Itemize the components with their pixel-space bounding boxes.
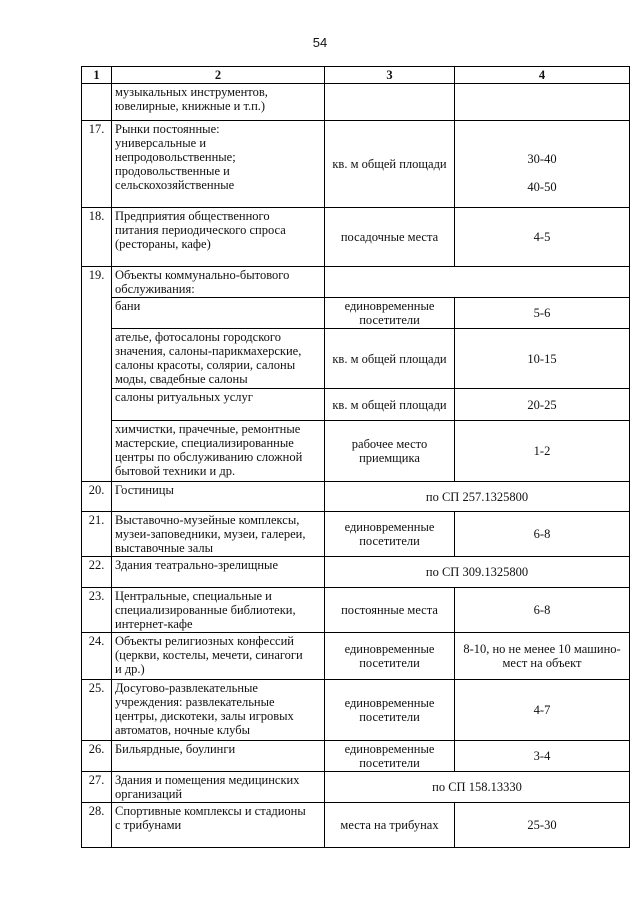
object-name: ателье, фотосалоны городского значения, салоны-парикмахерские, салоны красоты, солярии, салоны моды, свадебные салоны bbox=[112, 329, 325, 389]
row-number: 25. bbox=[82, 680, 112, 741]
row-number: 21. bbox=[82, 512, 112, 557]
header-row bbox=[82, 67, 630, 84]
unit-cell: единовременные посетители bbox=[325, 298, 455, 329]
object-name: Здания и помещения медицинских организаций bbox=[112, 772, 325, 803]
reference-cell: по СП 257.1325800 bbox=[325, 482, 630, 512]
object-name: Здания театрально-зрелищные bbox=[112, 557, 325, 588]
reference-cell: по СП 158.13330 bbox=[325, 772, 630, 803]
row-number: 18. bbox=[82, 208, 112, 267]
table-row bbox=[82, 121, 630, 208]
value-cell: 6-8 bbox=[455, 588, 630, 633]
object-name: Предприятия общественного питания периодического спроса (рестораны, кафе) bbox=[112, 208, 325, 267]
header-col-2: 2 bbox=[112, 67, 325, 84]
unit-cell: единовременные посетители bbox=[325, 512, 455, 557]
reference-cell: по СП 309.1325800 bbox=[325, 557, 630, 588]
table-row bbox=[82, 557, 630, 588]
object-name: Объекты религиозных конфессий (церкви, костелы, мечети, синагоги и др.) bbox=[112, 633, 325, 680]
value-cell: 20-25 bbox=[455, 389, 630, 421]
value-cell: 4-5 bbox=[455, 208, 630, 267]
unit-cell: единовременные посетители bbox=[325, 633, 455, 680]
unit-cell: посадочные места bbox=[325, 208, 455, 267]
row-number: 22. bbox=[82, 557, 112, 588]
value-cell: 6-8 bbox=[455, 512, 630, 557]
row-number bbox=[82, 84, 112, 121]
unit-cell: места на трибунах bbox=[325, 803, 455, 848]
empty-cell bbox=[325, 267, 630, 298]
object-name: музыкальных инструментов, ювелирные, книжные и т.п.) bbox=[112, 84, 325, 121]
object-name: салоны ритуальных услуг bbox=[112, 389, 325, 421]
value-cell bbox=[455, 121, 630, 208]
table-row bbox=[82, 389, 630, 421]
header-col-1: 1 bbox=[82, 67, 112, 84]
table-row bbox=[82, 329, 630, 389]
table-row bbox=[82, 633, 630, 680]
object-name: бани bbox=[112, 298, 325, 329]
table-row bbox=[82, 482, 630, 512]
table-row bbox=[82, 680, 630, 741]
table-row bbox=[82, 588, 630, 633]
row-number: 19. bbox=[82, 267, 112, 482]
unit-cell: рабочее место приемщика bbox=[325, 421, 455, 482]
header-col-3: 3 bbox=[325, 67, 455, 84]
value-retail: 30-40 bbox=[527, 151, 557, 166]
value-food: 40-50 bbox=[527, 179, 557, 194]
object-name: химчистки, прачечные, ремонтные мастерские, специализированные центры по обслуживанию сложной бытовой техники и др. bbox=[112, 421, 325, 482]
value-cell: 5-6 bbox=[455, 298, 630, 329]
object-name: Гостиницы bbox=[112, 482, 325, 512]
row-number: 17. bbox=[82, 121, 112, 208]
unit-cell: кв. м общей площади bbox=[325, 121, 455, 208]
table-row bbox=[82, 421, 630, 482]
unit-cell: кв. м общей площади bbox=[325, 389, 455, 421]
row-number: 28. bbox=[82, 803, 112, 848]
value-cell: 1-2 bbox=[455, 421, 630, 482]
unit-cell bbox=[325, 84, 455, 121]
norms-table bbox=[81, 66, 630, 848]
object-name: Досугово-развлекательные учреждения: развлекательные центры, дискотеки, залы игровых автоматов, ночные клубы bbox=[112, 680, 325, 741]
row-number: 20. bbox=[82, 482, 112, 512]
unit-cell: постоянные места bbox=[325, 588, 455, 633]
row-number: 27. bbox=[82, 772, 112, 803]
value-cell: 3-4 bbox=[455, 741, 630, 772]
table-row bbox=[82, 741, 630, 772]
table-row bbox=[82, 512, 630, 557]
row-number: 23. bbox=[82, 588, 112, 633]
unit-cell: единовременные посетители bbox=[325, 680, 455, 741]
page-number: 54 bbox=[312, 35, 328, 50]
table-row bbox=[82, 84, 630, 121]
table-row bbox=[82, 803, 630, 848]
row-number: 26. bbox=[82, 741, 112, 772]
object-name: Спортивные комплексы и стадионы с трибунами bbox=[112, 803, 325, 848]
unit-cell: кв. м общей площади bbox=[325, 329, 455, 389]
table-row bbox=[82, 208, 630, 267]
row-number: 24. bbox=[82, 633, 112, 680]
object-name: Центральные, специальные и специализированные библиотеки, интернет-кафе bbox=[112, 588, 325, 633]
object-name: Объекты коммунально-бытового обслуживания: bbox=[112, 267, 325, 298]
table-row bbox=[82, 298, 630, 329]
value-cell: 10-15 bbox=[455, 329, 630, 389]
object-name: Бильярдные, боулинги bbox=[112, 741, 325, 772]
value-cell bbox=[455, 84, 630, 121]
header-col-4: 4 bbox=[455, 67, 630, 84]
value-cell: 8-10, но не менее 10 машино-мест на объект bbox=[455, 633, 630, 680]
value-cell: 4-7 bbox=[455, 680, 630, 741]
object-name: Выставочно-музейные комплексы, музеи-заповедники, музеи, галереи, выставочные залы bbox=[112, 512, 325, 557]
unit-cell: единовременные посетители bbox=[325, 741, 455, 772]
table-row bbox=[82, 267, 630, 298]
object-name: Рынки постоянные: универсальные и непродовольственные; продовольственные и сельскохозяйственные bbox=[112, 121, 325, 208]
table-row bbox=[82, 772, 630, 803]
value-cell: 25-30 bbox=[455, 803, 630, 848]
